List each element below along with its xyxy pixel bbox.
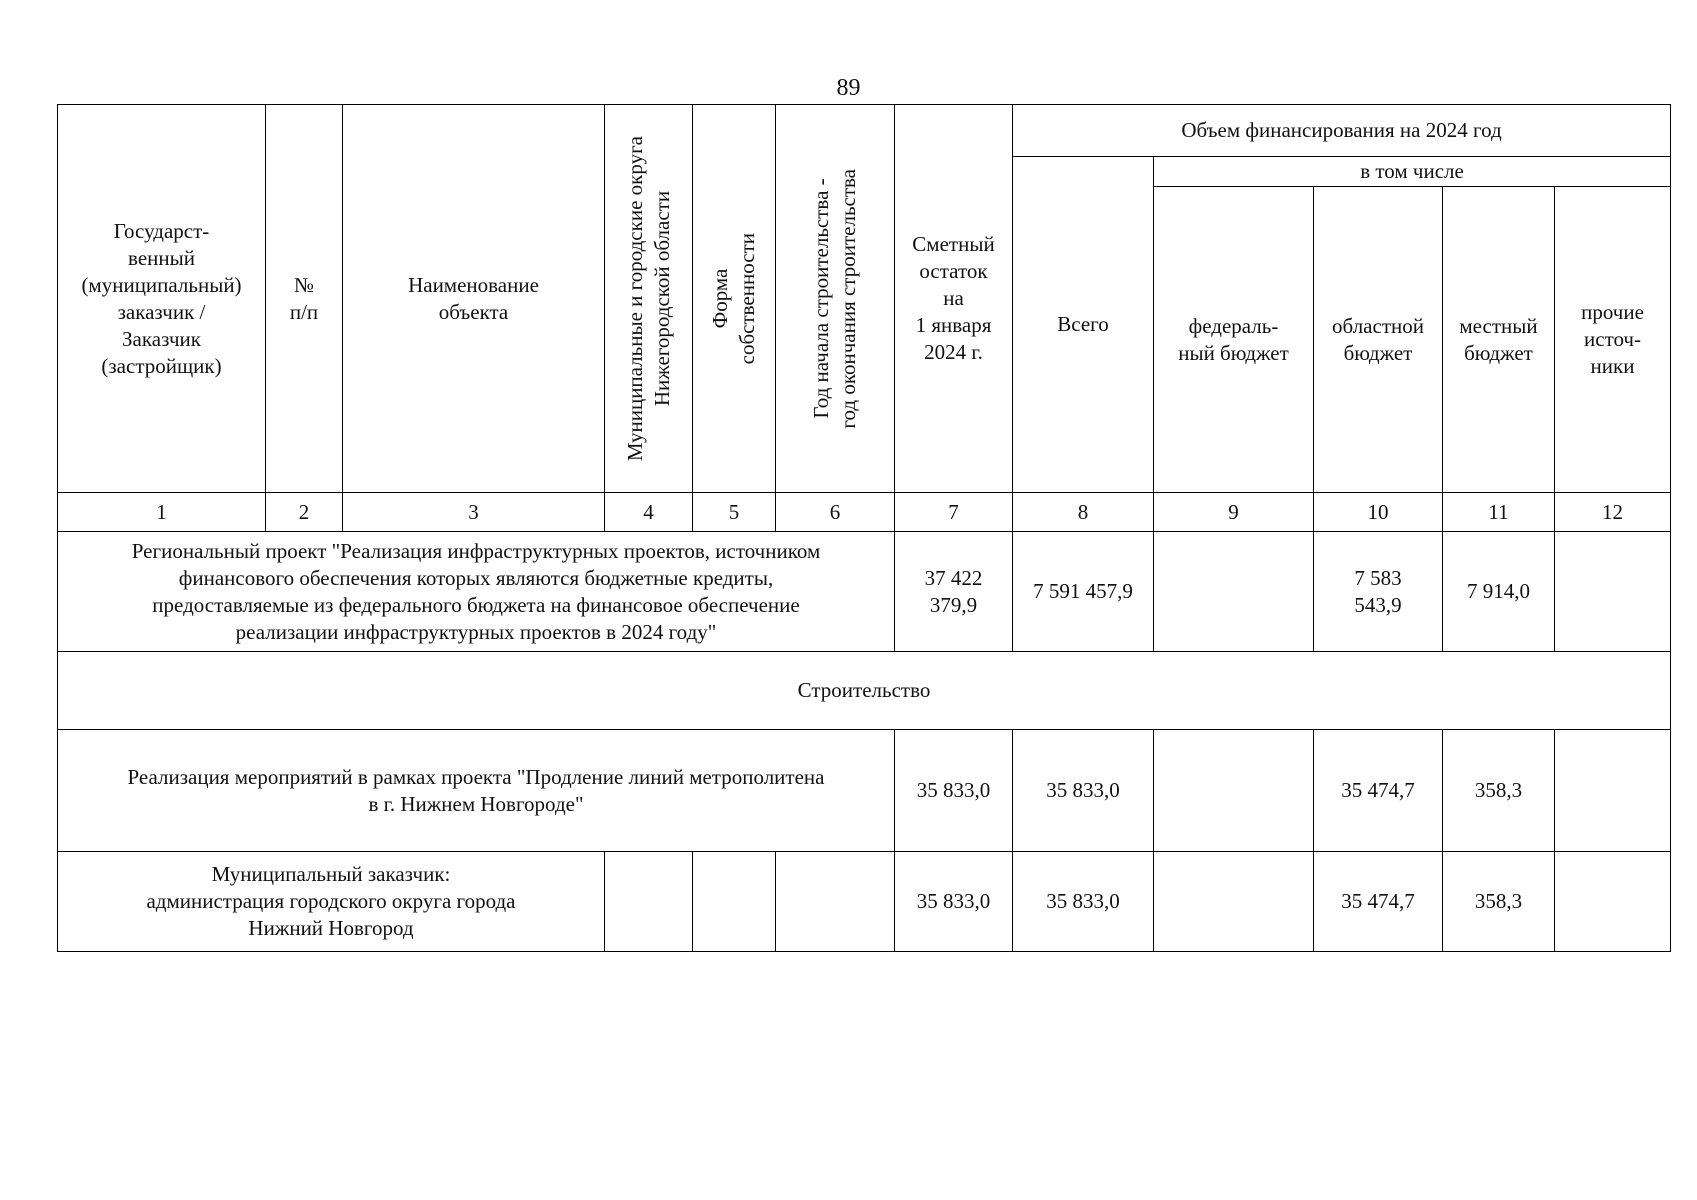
header-funding-title: Объем финансирования на 2024 год [1013,105,1671,157]
header-other-sources: прочие источ- ники [1555,187,1671,493]
regional-project-other [1555,532,1671,652]
measure-estimated-balance: 35 833,0 [895,730,1013,852]
column-number: 10 [1314,493,1443,532]
measure-regional: 35 474,7 [1314,730,1443,852]
header-federal-budget: федераль- ный бюджет [1154,187,1314,493]
regional-project-regional: 7 583 543,9 [1314,532,1443,652]
column-number: 11 [1443,493,1555,532]
page-number: 89 [836,75,861,101]
header-object-name: Наименование объекта [343,105,605,493]
header-including: в том числе [1154,157,1671,187]
customer-total: 35 833,0 [1013,852,1154,952]
column-number: 5 [693,493,776,532]
customer-ownership [693,852,776,952]
measure-local: 358,3 [1443,730,1555,852]
regional-project-federal [1154,532,1314,652]
regional-project-estimated-balance: 37 422 379,9 [895,532,1013,652]
column-number: 4 [605,493,693,532]
column-number: 12 [1555,493,1671,532]
regional-project-name: Региональный проект "Реализация инфраструктурных проектов, источником финансового обеспечения которых являются бюджетные кредиты, предоставляемые из федерального бюджета на финансовое обеспечение реализации инфраструктурных проектов в 2024 году" [58,532,895,652]
regional-project-row [58,532,1671,652]
header-ownership-form: Форма собственности [693,105,776,493]
header-total: Всего [1013,157,1154,493]
header-customer: Государст- венный (муниципальный) заказчик / Заказчик (застройщик) [58,105,266,493]
header-local-budget: местный бюджет [1443,187,1555,493]
customer-row [58,852,1671,952]
column-number: 1 [58,493,266,532]
section-title: Строительство [58,652,1671,730]
column-number: 8 [1013,493,1154,532]
customer-name: Муниципальный заказчик: администрация городского округа города Нижний Новгород [58,852,605,952]
header-number: № п/п [266,105,343,493]
column-numbers-row [58,493,1671,532]
header-construction-years: Год начала строительства - год окончания строительства [776,105,895,493]
regional-project-total: 7 591 457,9 [1013,532,1154,652]
measure-name: Реализация мероприятий в рамках проекта "Продление линий метрополитена в г. Нижнем Новгороде" [58,730,895,852]
customer-other [1555,852,1671,952]
section-row [58,652,1671,730]
measure-other [1555,730,1671,852]
header-regional-budget: областной бюджет [1314,187,1443,493]
header-municipalities: Муниципальные и городские округа Нижегородской области [605,105,693,493]
customer-years [776,852,895,952]
measure-federal [1154,730,1314,852]
customer-municipality [605,852,693,952]
customer-local: 358,3 [1443,852,1555,952]
financing-table [57,104,1671,952]
measure-total: 35 833,0 [1013,730,1154,852]
header-estimated-balance: Сметный остаток на 1 января 2024 г. [895,105,1013,493]
column-number: 3 [343,493,605,532]
customer-estimated-balance: 35 833,0 [895,852,1013,952]
measure-row [58,730,1671,852]
regional-project-local: 7 914,0 [1443,532,1555,652]
column-number: 2 [266,493,343,532]
column-number: 6 [776,493,895,532]
column-number: 9 [1154,493,1314,532]
customer-regional: 35 474,7 [1314,852,1443,952]
customer-federal [1154,852,1314,952]
column-number: 7 [895,493,1013,532]
